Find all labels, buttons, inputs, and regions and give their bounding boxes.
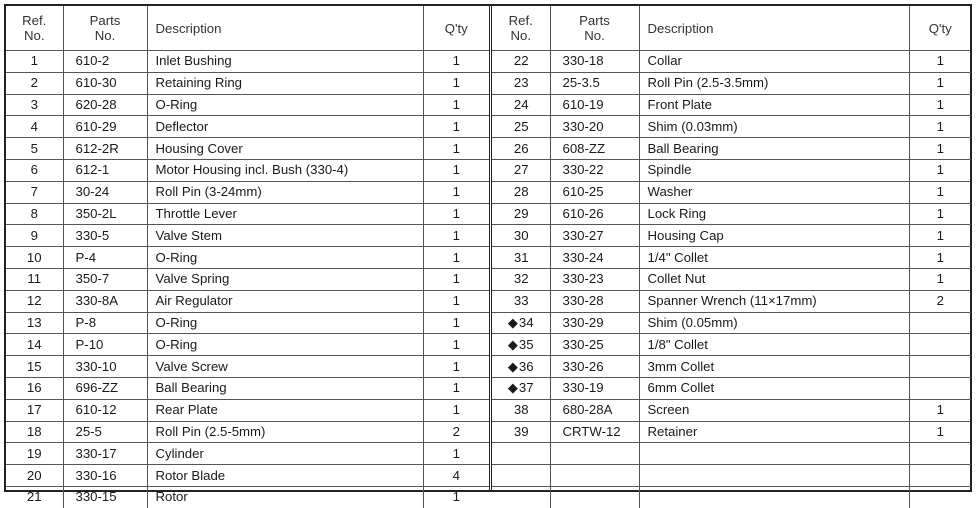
ref-no-cell [6, 421, 63, 443]
part-no-cell: 610-25 [550, 181, 639, 203]
ref-no-cell [492, 94, 550, 116]
ref-no-value: 11 [27, 271, 42, 287]
qty-cell: 4 [423, 465, 489, 487]
ref-no-cell [6, 356, 63, 378]
qty-cell: 1 [909, 421, 971, 443]
description-cell: Inlet Bushing [147, 51, 423, 73]
ref-no-cell [6, 399, 63, 421]
diamond-marker-icon: ◆ [507, 336, 518, 352]
diamond-marker-icon: ◆ [507, 358, 518, 374]
header-description: Description [639, 6, 909, 51]
ref-no-cell [492, 138, 550, 160]
description-cell: Housing Cover [147, 138, 423, 160]
part-no-cell: 610-12 [63, 399, 147, 421]
ref-no-value: 15 [26, 358, 42, 374]
ref-no-value: 12 [26, 293, 42, 309]
qty-cell: 1 [909, 159, 971, 181]
part-no-cell: 330-10 [63, 356, 147, 378]
qty-cell: 1 [423, 356, 489, 378]
ref-no-cell [6, 72, 63, 94]
table-row [6, 138, 489, 160]
ref-no-cell [6, 138, 63, 160]
table-row [6, 290, 489, 312]
ref-no-value: 39 [513, 423, 529, 439]
part-no-cell: 612-2R [63, 138, 147, 160]
diamond-marker-icon: ◆ [507, 314, 518, 330]
ref-no-value: 31 [513, 249, 529, 265]
description-cell: Housing Cap [639, 225, 909, 247]
part-no-cell: 330-22 [550, 159, 639, 181]
qty-cell [909, 377, 971, 399]
ref-no-value: 16 [26, 380, 42, 396]
part-no-cell: CRTW-12 [550, 421, 639, 443]
qty-cell: 1 [909, 203, 971, 225]
part-no-cell: 680-28A [550, 399, 639, 421]
ref-no-value: 20 [26, 467, 42, 483]
header-parts-no: Parts No. [63, 6, 147, 51]
qty-cell: 1 [423, 247, 489, 269]
ref-no-cell [6, 181, 63, 203]
part-no-cell: 610-29 [63, 116, 147, 138]
ref-no-value: 18 [26, 423, 42, 439]
description-cell: O-Ring [147, 312, 423, 334]
qty-cell: 1 [909, 116, 971, 138]
qty-cell: 2 [909, 290, 971, 312]
ref-no-value: 35 [518, 336, 534, 352]
description-cell: Shim (0.03mm) [639, 116, 909, 138]
description-cell: Rotor [147, 486, 423, 507]
ref-no-value: 22 [513, 53, 529, 69]
ref-no-value: 19 [26, 445, 42, 461]
description-cell: Lock Ring [639, 203, 909, 225]
ref-no-value: 2 [30, 75, 38, 91]
table-row [492, 399, 971, 421]
ref-no-value: 6 [30, 162, 38, 178]
ref-no-cell [6, 51, 63, 73]
qty-cell: 1 [423, 486, 489, 507]
table-row [6, 312, 489, 334]
ref-no-cell [6, 465, 63, 487]
qty-cell: 1 [423, 443, 489, 465]
part-no-cell: 330-23 [550, 268, 639, 290]
part-no-cell: 610-2 [63, 51, 147, 73]
description-cell: Retainer [639, 421, 909, 443]
qty-cell: 1 [423, 116, 489, 138]
table-row [492, 356, 971, 378]
table-row [492, 181, 971, 203]
ref-no-value: 34 [518, 314, 534, 330]
ref-no-cell [6, 268, 63, 290]
table-row [6, 443, 489, 465]
part-no-cell: 330-17 [63, 443, 147, 465]
description-cell: 1/4" Collet [639, 247, 909, 269]
part-no-cell: 612-1 [63, 159, 147, 181]
qty-cell: 1 [423, 225, 489, 247]
part-no-cell: 620-28 [63, 94, 147, 116]
description-cell: Ball Bearing [639, 138, 909, 160]
ref-no-cell [492, 486, 550, 507]
qty-cell: 1 [423, 290, 489, 312]
table-row [492, 138, 971, 160]
qty-cell: 1 [423, 72, 489, 94]
description-cell: Roll Pin (3-24mm) [147, 181, 423, 203]
ref-no-value: 7 [30, 184, 38, 200]
qty-cell: 1 [909, 51, 971, 73]
description-cell: Throttle Lever [147, 203, 423, 225]
qty-cell: 1 [423, 203, 489, 225]
ref-no-cell [6, 225, 63, 247]
description-cell: 3mm Collet [639, 356, 909, 378]
ref-no-cell [6, 116, 63, 138]
qty-cell: 1 [423, 268, 489, 290]
ref-no-value: 9 [30, 227, 38, 243]
ref-no-cell [492, 399, 550, 421]
qty-cell [909, 465, 971, 487]
description-cell: O-Ring [147, 247, 423, 269]
parts-list-sheet [4, 4, 972, 505]
qty-cell: 1 [423, 334, 489, 356]
description-cell: Collet Nut [639, 268, 909, 290]
description-cell: Rear Plate [147, 399, 423, 421]
description-cell: Valve Stem [147, 225, 423, 247]
table-row [492, 486, 971, 507]
table-row [6, 486, 489, 507]
header-parts-no: Parts No. [550, 6, 639, 51]
ref-no-cell [492, 421, 550, 443]
table-row [6, 247, 489, 269]
part-no-cell [550, 486, 639, 507]
ref-no-value: 13 [26, 314, 42, 330]
part-no-cell: 610-26 [550, 203, 639, 225]
table-row [492, 268, 971, 290]
description-cell: Rotor Blade [147, 465, 423, 487]
qty-cell: 1 [423, 377, 489, 399]
part-no-cell: 350-2L [63, 203, 147, 225]
description-cell: Ball Bearing [147, 377, 423, 399]
part-no-cell: 330-20 [550, 116, 639, 138]
ref-no-value: 21 [26, 489, 42, 505]
description-cell: Spindle [639, 159, 909, 181]
ref-no-cell [6, 443, 63, 465]
ref-no-cell [492, 116, 550, 138]
description-cell: Front Plate [639, 94, 909, 116]
ref-no-value: 26 [513, 140, 529, 156]
part-no-cell: 330-25 [550, 334, 639, 356]
table-header-row [492, 6, 971, 51]
part-no-cell: 330-28 [550, 290, 639, 312]
part-no-cell: 330-16 [63, 465, 147, 487]
qty-cell: 1 [423, 138, 489, 160]
description-cell: O-Ring [147, 94, 423, 116]
qty-cell: 1 [423, 159, 489, 181]
description-cell: 6mm Collet [639, 377, 909, 399]
table-row [492, 465, 971, 487]
part-no-cell: 330-26 [550, 356, 639, 378]
ref-no-value: 29 [513, 205, 529, 221]
description-cell [639, 486, 909, 507]
table-row [6, 181, 489, 203]
ref-no-value: 28 [513, 184, 529, 200]
ref-no-cell [6, 159, 63, 181]
part-no-cell: 610-30 [63, 72, 147, 94]
table-row [492, 334, 971, 356]
table-row [6, 72, 489, 94]
part-no-cell: 330-24 [550, 247, 639, 269]
part-no-cell: 330-27 [550, 225, 639, 247]
table-row [6, 159, 489, 181]
qty-cell: 1 [423, 399, 489, 421]
description-cell: Motor Housing incl. Bush (330-4) [147, 159, 423, 181]
ref-no-value: 25 [513, 118, 529, 134]
ref-no-cell [492, 51, 550, 73]
ref-no-value: 4 [30, 118, 38, 134]
description-cell [639, 465, 909, 487]
ref-no-cell [492, 290, 550, 312]
ref-no-cell [492, 225, 550, 247]
header-ref-no: Ref. No. [492, 6, 550, 51]
table-row [492, 116, 971, 138]
table-row [492, 72, 971, 94]
ref-no-cell [6, 334, 63, 356]
description-cell: Washer [639, 181, 909, 203]
table-row [6, 51, 489, 73]
ref-no-cell [492, 443, 550, 465]
ref-no-cell [6, 94, 63, 116]
qty-cell: 1 [909, 399, 971, 421]
ref-no-cell [492, 334, 550, 356]
qty-cell: 1 [423, 94, 489, 116]
ref-no-cell [492, 312, 550, 334]
ref-no-value: 5 [30, 140, 38, 156]
table-row [492, 203, 971, 225]
ref-no-cell [492, 465, 550, 487]
table-row [6, 377, 489, 399]
header-description: Description [147, 6, 423, 51]
description-cell: Valve Spring [147, 268, 423, 290]
ref-no-cell [492, 356, 550, 378]
table-row [6, 225, 489, 247]
part-no-cell: 25-5 [63, 421, 147, 443]
ref-no-value: 38 [513, 402, 529, 418]
part-no-cell: 330-15 [63, 486, 147, 507]
qty-cell: 1 [909, 138, 971, 160]
parts-table-right [492, 6, 971, 490]
description-cell: Roll Pin (2.5-5mm) [147, 421, 423, 443]
parts-table [492, 6, 971, 508]
description-cell: Cylinder [147, 443, 423, 465]
parts-table-left [6, 6, 492, 505]
ref-no-cell [6, 312, 63, 334]
qty-cell [909, 443, 971, 465]
part-no-cell: 696-ZZ [63, 377, 147, 399]
ref-no-value: 33 [513, 293, 529, 309]
description-cell: Retaining Ring [147, 72, 423, 94]
ref-no-cell [6, 247, 63, 269]
ref-no-cell [6, 203, 63, 225]
ref-no-value: 36 [518, 358, 534, 374]
ref-no-cell [492, 247, 550, 269]
qty-cell: 1 [423, 51, 489, 73]
qty-cell [909, 356, 971, 378]
diamond-marker-icon: ◆ [507, 380, 518, 396]
qty-cell [909, 486, 971, 507]
part-no-cell: 330-29 [550, 312, 639, 334]
ref-no-value: 24 [513, 96, 529, 112]
table-row [492, 94, 971, 116]
description-cell: Shim (0.05mm) [639, 312, 909, 334]
part-no-cell: P-4 [63, 247, 147, 269]
ref-no-value: 23 [513, 75, 529, 91]
qty-cell: 1 [909, 225, 971, 247]
ref-no-cell [492, 72, 550, 94]
table-row [6, 268, 489, 290]
ref-no-cell [492, 377, 550, 399]
table-row [6, 399, 489, 421]
part-no-cell: 30-24 [63, 181, 147, 203]
table-row [492, 225, 971, 247]
part-no-cell: P-8 [63, 312, 147, 334]
qty-cell: 1 [909, 268, 971, 290]
part-no-cell [550, 465, 639, 487]
description-cell: Roll Pin (2.5-3.5mm) [639, 72, 909, 94]
part-no-cell: P-10 [63, 334, 147, 356]
qty-cell [909, 334, 971, 356]
ref-no-cell [6, 377, 63, 399]
table-row [6, 465, 489, 487]
part-no-cell: 330-5 [63, 225, 147, 247]
ref-no-value: 10 [26, 249, 42, 265]
header-ref-no: Ref. No. [6, 6, 63, 51]
qty-cell [909, 312, 971, 334]
table-row [6, 203, 489, 225]
part-no-cell: 25-3.5 [550, 72, 639, 94]
ref-no-cell [492, 268, 550, 290]
table-row [492, 247, 971, 269]
table-row [6, 356, 489, 378]
part-no-cell: 350-7 [63, 268, 147, 290]
ref-no-value: 17 [26, 402, 42, 418]
description-cell: Deflector [147, 116, 423, 138]
ref-no-value: 30 [513, 227, 529, 243]
qty-cell: 1 [423, 181, 489, 203]
part-no-cell [550, 443, 639, 465]
ref-no-value: 37 [518, 380, 534, 396]
qty-cell: 2 [423, 421, 489, 443]
qty-cell: 1 [909, 94, 971, 116]
ref-no-value: 32 [513, 271, 529, 287]
ref-no-value: 14 [26, 336, 42, 352]
part-no-cell: 330-8A [63, 290, 147, 312]
part-no-cell: 330-18 [550, 51, 639, 73]
table-row [492, 290, 971, 312]
ref-no-cell [492, 159, 550, 181]
description-cell: Collar [639, 51, 909, 73]
ref-no-value: 1 [30, 53, 38, 69]
ref-no-cell [492, 203, 550, 225]
ref-no-value: 3 [30, 96, 38, 112]
ref-no-value: 27 [513, 162, 529, 178]
qty-cell: 1 [909, 247, 971, 269]
table-row [492, 159, 971, 181]
description-cell: Air Regulator [147, 290, 423, 312]
description-cell [639, 443, 909, 465]
ref-no-cell [492, 181, 550, 203]
header-qty: Q'ty [423, 6, 489, 51]
qty-cell: 1 [909, 72, 971, 94]
description-cell: Screen [639, 399, 909, 421]
table-row [6, 421, 489, 443]
ref-no-cell [6, 290, 63, 312]
table-row [492, 421, 971, 443]
description-cell: Spanner Wrench (11×17mm) [639, 290, 909, 312]
qty-cell: 1 [423, 312, 489, 334]
table-row [492, 377, 971, 399]
table-row [6, 94, 489, 116]
table-row [492, 443, 971, 465]
table-row [6, 116, 489, 138]
part-no-cell: 610-19 [550, 94, 639, 116]
part-no-cell: 608-ZZ [550, 138, 639, 160]
table-row [492, 51, 971, 73]
header-qty: Q'ty [909, 6, 971, 51]
table-row [492, 312, 971, 334]
ref-no-cell [6, 486, 63, 507]
part-no-cell: 330-19 [550, 377, 639, 399]
ref-no-value: 8 [30, 205, 38, 221]
table-row [6, 334, 489, 356]
description-cell: Valve Screw [147, 356, 423, 378]
qty-cell: 1 [909, 181, 971, 203]
description-cell: O-Ring [147, 334, 423, 356]
parts-table [6, 6, 489, 508]
description-cell: 1/8" Collet [639, 334, 909, 356]
table-header-row [6, 6, 489, 51]
